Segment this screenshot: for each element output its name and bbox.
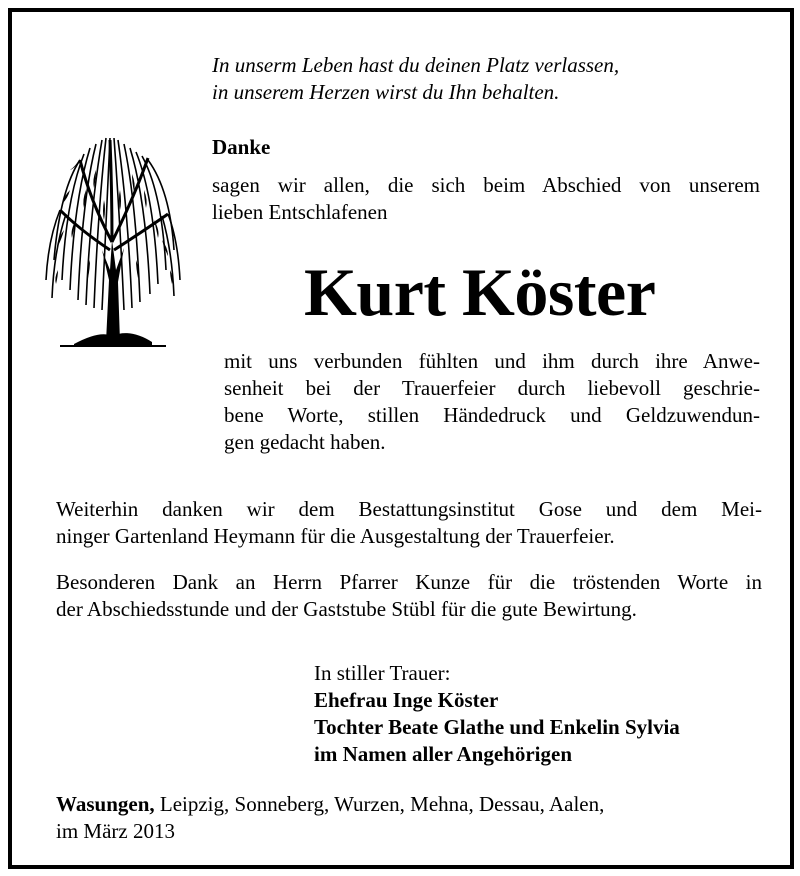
- mourner-family: im Namen aller Angehörigen: [314, 742, 573, 766]
- motto-line-2: in unserem Herzen wirst du Ihn behalten.: [212, 80, 560, 104]
- location-primary: Wasungen,: [56, 792, 155, 816]
- thanks-text: [224, 348, 760, 456]
- funeral-service-paragraph: [56, 496, 762, 550]
- paragraph2-line-1: Besonderen Dank an Herrn Pfarrer Kunze für die tröstenden Worte in: [56, 570, 762, 594]
- location-others: Leipzig, Sonneberg, Wurzen, Mehna, Dessau, Aalen,: [154, 792, 605, 816]
- location-date: [56, 791, 756, 845]
- special-thanks-paragraph: [56, 569, 762, 623]
- mourners-block: [314, 660, 774, 768]
- thanks-line-4: gen gedacht haben.: [224, 430, 386, 454]
- intro-line-2: lieben Entschlafenen: [212, 200, 388, 224]
- mourners-intro: In stiller Trauer:: [314, 661, 451, 685]
- intro-line-1: sagen wir allen, die sich beim Abschied von unserem: [212, 173, 760, 197]
- obituary-frame: [8, 8, 794, 869]
- thanks-line-2: senheit bei der Trauerfeier durch liebevoll geschrie-: [224, 376, 760, 400]
- mourner-daughter: Tochter Beate Glathe und Enkelin Sylvia: [314, 715, 680, 739]
- intro-text: [212, 172, 760, 226]
- paragraph1-line-1: Weiterhin danken wir dem Bestattungsinstitut Gose und dem Mei-: [56, 497, 762, 521]
- thanks-line-1: mit uns verbunden fühlten und ihm durch ihre Anwe-: [224, 349, 760, 373]
- weeping-willow-icon: [40, 130, 182, 348]
- location-line: [56, 791, 756, 818]
- mourner-wife: Ehefrau Inge Köster: [314, 688, 499, 712]
- danke-heading: Danke: [212, 135, 271, 159]
- paragraph1-line-2: ninger Gartenland Heymann für die Ausgestaltung der Trauerfeier.: [56, 524, 615, 548]
- paragraph2-line-2: der Abschiedsstunde und der Gaststube Stübl für die gute Bewirtung.: [56, 597, 637, 621]
- deceased-name: Kurt Köster: [304, 254, 656, 330]
- motto-verse: [212, 52, 752, 106]
- date-line: im März 2013: [56, 819, 175, 843]
- thanks-line-3: bene Worte, stillen Händedruck und Geldzuwendun-: [224, 403, 760, 427]
- motto-line-1: In unserm Leben hast du deinen Platz verlassen,: [212, 53, 620, 77]
